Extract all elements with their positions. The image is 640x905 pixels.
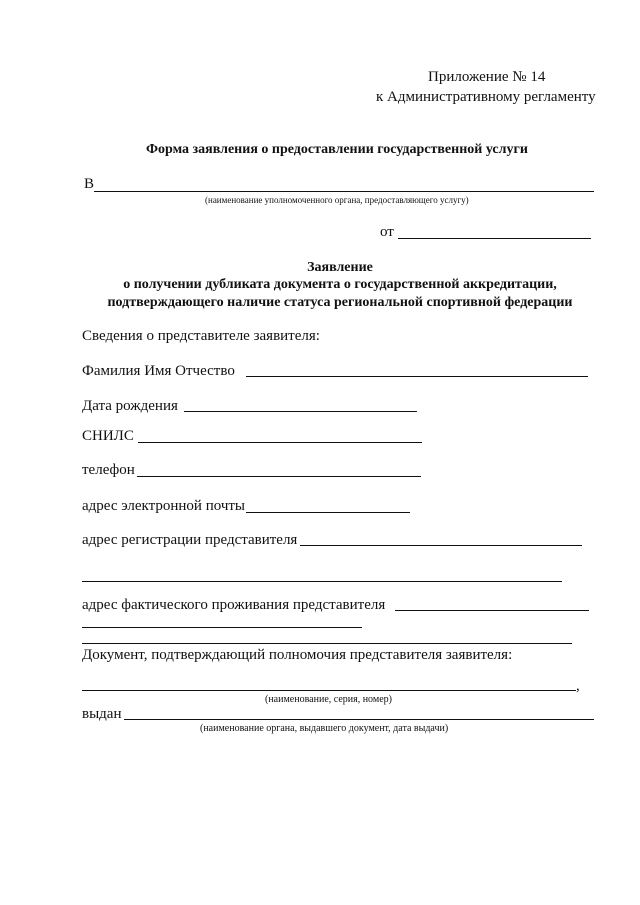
authority-doc-note: (наименование, серия, номер)	[265, 694, 392, 705]
email-label: адрес электронной почты	[82, 498, 246, 514]
birth-date-label: Дата рождения	[82, 398, 178, 414]
issued-by-note: (наименование органа, выдавшего документ, дата выдачи)	[200, 723, 449, 734]
reg-address-field-continued[interactable]	[82, 581, 562, 582]
appendix-number: Приложение № 14	[428, 69, 546, 85]
from-prefix: от	[380, 224, 394, 240]
phone-field[interactable]	[137, 476, 421, 477]
actual-address-field-continued-2[interactable]	[82, 643, 572, 644]
authority-doc-field[interactable]	[82, 690, 576, 691]
application-title: Заявление	[307, 260, 373, 275]
regulation-reference: к Административному регламенту	[376, 89, 596, 105]
full-name-field[interactable]	[246, 376, 588, 377]
application-subject-line-1: о получении дубликата документа о государственной аккредитации,	[123, 277, 557, 292]
to-prefix: В	[84, 176, 95, 192]
to-authority-note: (наименование уполномоченного органа, предоставляющего услугу)	[205, 195, 469, 205]
snils-field[interactable]	[138, 442, 422, 443]
actual-address-field-continued-1[interactable]	[82, 627, 362, 628]
authority-doc-comma: ,	[576, 678, 580, 694]
issued-label: выдан	[82, 706, 122, 722]
to-authority-line[interactable]	[94, 191, 594, 192]
section-heading: Сведения о представителе заявителя:	[82, 328, 320, 344]
form-title: Форма заявления о предоставлении государственной услуги	[146, 142, 528, 157]
full-name-label: Фамилия Имя Отчество	[82, 363, 235, 379]
actual-address-label: адрес фактического проживания представителя	[82, 597, 386, 613]
birth-date-field[interactable]	[184, 411, 417, 412]
email-field[interactable]	[246, 512, 410, 513]
snils-label: СНИЛС	[82, 428, 134, 444]
authority-doc-heading: Документ, подтверждающий полномочия представителя заявителя:	[82, 647, 513, 663]
reg-address-label: адрес регистрации представителя	[82, 532, 298, 548]
actual-address-field[interactable]	[395, 610, 589, 611]
phone-label: телефон	[82, 462, 135, 478]
from-applicant-line[interactable]	[398, 238, 591, 239]
issued-by-field[interactable]	[124, 719, 594, 720]
reg-address-field[interactable]	[300, 545, 582, 546]
application-subject-line-2: подтверждающего наличие статуса региональной спортивной федерации	[107, 295, 573, 310]
